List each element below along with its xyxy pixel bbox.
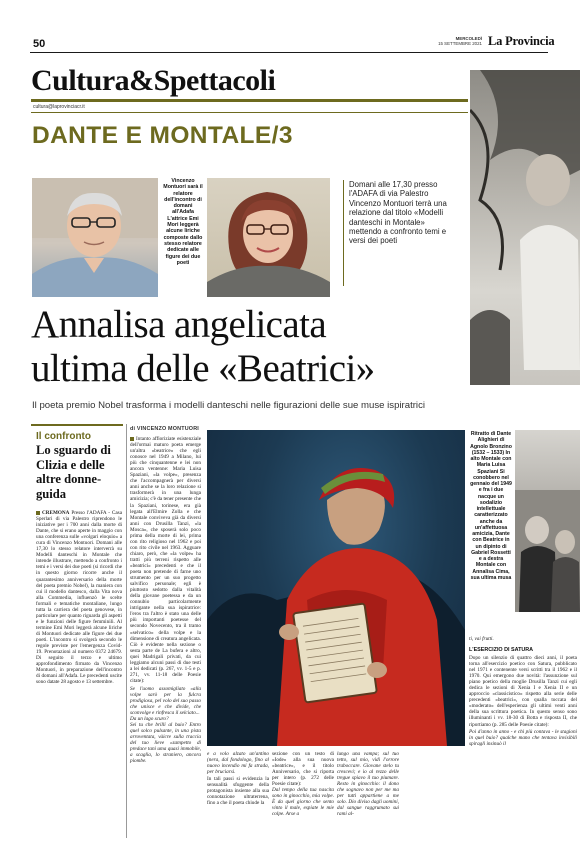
sidebar-body-text: Presso l'ADAFA - Casa Sperlari di via Palestro riprendono le iniziative per i 700 anni dalla morte di Dante, che si erano aperte in maggio con una conferenza sulle «volgari eloquio» a cura di Vincenzo Montuori. Domani alle 17,30 lo stesso relatore interverrà su Modelli danteschi in Montale che intende illustrare, mettendo a confronto i temi e i versi dei due poeti (si ricordi che in questo giorno ricorre anche il quarantesimo anniversario della morte del poeta premio Nobel), la maniera con cui il modello dantesco, dalla Vita nova alla Commedia, influenzò le scelte formali e tematiche montaliane, lungo tutta la carriera del poeta genovese, in particolare per quanto riguarda gli aspetti e le funzioni delle figure femminili. Al termine Emi Mori leggerà alcune liriche di Montuori dedicate alle figure dei due poeti. L'incontro si svolgerà secondo le regole previste per l'emergenza Covid-19. Prenotazioni al numero 0372 24679. Di seguito il terzo e ultimo approfondimento firmato da Vincenzo Montuori, in preparazione dell'incontro di domani all'Adafa. Le precedenti uscite sono datate 28 agosto e 13 settembre.	[36, 510, 122, 686]
right-poem: Poi d'anno in anno - e chi più contava - le stagioni in quel buio? qualche mano che tentava invisibili spiragli insinuò il	[469, 728, 577, 747]
article-col-1-text: Intanto affioriziate esistenziale dell'ormai maturo poeta emerge un'altra «beatrice» che egli conosce nel 1949 a Milano, lui più che cinquantenne e lei non ancora ventenne: Maria Luisa Spaziani, «la volpe», presenza che l'accompagnerà per diversi anni anche se la loro relazione si trasformerà in una lunga amicizia; c'è da tener presente che la Spaziani, torinese, era già legata all'Elmire Zolla e che Montale conviveva già da diversi anni con Drusilla Tanzi, «la Mosca», che sposerà solo poco prima della morte di lei, prima con rito religioso nel 1962 e poi con rito civile nel 1963. Agguare chiaro, però, che «la volpe» ha tratti più terreni rispetto alle «beatrici» precedenti e che il poeta non pretende di farne uno strumento per un suo progetto salvifico personale; egli è piuttosto sedotto dalla vitalità della giovane poetessa e da un connubio particolarmente intrigante nella sua ispiratrice: l'eros tra l'altro è stato una delle più importanti poetesse del secondo Novecento, tra il tramo «selvatico» della volpe e la dimensione di creatura angelicata. Ciò è evidente nella sezione o sesta parte de La bufera e altro, quei Madrigali privati, da cui leggiamo alcuni passi di due testi a lei dedicati (p. 267, vv. 1-5 e p. 271, vv. 11-18 delle Poesie citate):	[130, 436, 201, 684]
event-box-text: Domani alle 17,30 presso l'ADAFA di via Palestro Vincenzo Montuori terrà una relazione dal titolo «Modelli danteschi in Montale» mettendo a confronto temi e versi dei poeti	[349, 180, 447, 246]
masthead-rule	[30, 52, 548, 53]
article-bullet-icon	[130, 437, 134, 441]
article-col-1	[130, 436, 201, 765]
photo-montale-spaziani	[470, 70, 580, 385]
date-weekday: MERCOLEDÌ	[455, 36, 482, 41]
sidebar-bullet-icon	[36, 511, 40, 515]
photo-montuori	[32, 178, 158, 297]
section-email: cultura@laprovinciacr.it	[33, 104, 85, 110]
section-rule-olive	[31, 99, 468, 102]
photo-caption-left: Vincenzo Montuori sarà il relatore dell'incontro di domani all'Adafa L'attrice Emi Mori leggerà alcune liriche composte dallo stesso relatore dedicate alle figure dei due poeti	[163, 178, 203, 266]
dante-portrait	[207, 430, 465, 746]
article-col-4: lungo una vampa; sul tuo tetto, sul mio, vidi l'orrore traboccare. Giovane stelo tu crescevi; e io al rezzo delle tregue spiavo il tuo piumare. Resto in ginocchio: il dono che sognavo non per me ma per tutti appartiene a me solo. Dio diviso dagli uomini, dal sangue raggrumato sui rami al-	[337, 751, 399, 818]
col-3-text: sezione con un testo di «Iode» alla sua nuova «beatrice», e il titolo Anniversario, che si riporta per intero (p. 272 delle Poesie citate):	[272, 751, 334, 788]
article-col-3	[272, 751, 334, 818]
dante-painting-icon	[207, 430, 465, 746]
headline-line-1: Annalisa angelicata	[31, 303, 327, 346]
right-section-title: L'ESERCIZIO DI SATURA	[469, 647, 534, 653]
section-title: Cultura&Spettacoli	[31, 64, 276, 97]
portrait-woman-icon	[207, 178, 330, 297]
photo-mori	[207, 178, 330, 297]
poem-1b: Sei tu che brilli al buio? Entro quel solco pulsante, in una pista arroventata, vàicre sulla traccia del tuo lieve «zampetto di predace tani uma quasi immobile, a scaglia, lo straniero, ancora piombe.	[130, 722, 201, 765]
article-col-2	[207, 751, 269, 806]
portrait-caption: Ritratto di Dante Alighieri di Agnolo Bronzino (1532 – 1533) In alto Montale con Maria Luisa Spaziani Si conobbero nel gennaio del 1949 e fra i due nacque un sodalizio intellettuale caratterizzato anche da un'affettuosa amicizia, Dante con Beatrice in un dipinto di Gabriel Rossetti e a destra Montale con Annalisa Cima, sua ultima musa	[470, 431, 512, 581]
page-number: 50	[33, 38, 46, 50]
poem-1: Se l'uomo assomigliato «alla volpe sarò per la fulcra prodigiosa, pel volo del suo passo che unisce e che divide, che sconvolge e rinfresca il selciato...	[130, 685, 201, 717]
poem-1-tail: Da un lago scuro?	[130, 716, 169, 723]
section-rule-thin	[31, 112, 468, 113]
subheadline: Il poeta premio Nobel trasforma i modelli danteschi nelle figurazioni delle sue muse ispiratrici	[32, 400, 425, 411]
sidebar-dateline: CREMONA	[42, 510, 70, 516]
photo-montale-cima	[515, 430, 580, 612]
headline-line-2: ultima delle «Beatrici»	[31, 347, 375, 390]
kicker-title: DANTE E MONTALE/3	[32, 122, 293, 149]
masthead-logo: La Provincia	[488, 34, 555, 48]
right-col-body	[469, 655, 577, 747]
sidebar-body	[36, 510, 122, 685]
right-col-tail: ti, vai frutti.	[469, 636, 494, 642]
event-box-rule	[343, 180, 344, 286]
poem-2: Dal tempo della tua nascita sono in ginocchio, mia volpe. È da quel giorno che sento vinto il male, espiate le mie colpe. Arse a	[272, 787, 334, 818]
historic-photo-icon	[470, 70, 580, 385]
sidebar-title: Lo sguardo di Clizia e delle altre donne-guida	[36, 443, 111, 501]
sidebar-kicker: Il confronto	[36, 431, 91, 442]
col-2-text: In tali passi si evidenzia la sensualità sfuggente della protagonista insieme alla sua connotazione ultraterrena, fino a che il poeta chiude la	[207, 776, 269, 807]
date-full: 15 SETTEMBRE 2021	[438, 41, 482, 47]
date-line	[420, 36, 482, 46]
col-2-verse: e a volo alzato un'antino (nera, dal fondologo, fino al nuovo incendio mi fa strada, per bruciarsi.	[207, 751, 269, 776]
byline: di VINCENZO MONTUORI	[130, 426, 199, 432]
column-rule	[126, 424, 127, 838]
right-body-text: Dopo un silenzio di quattro dieci anni, il poeta torna all'esercizio poetico con Satura, pubblicato nel 1971 e contenente versi scritti tra il 1962 e il 1970. Qui emergono due novità: l'assunzione sul piano poetico della moglie Drusilla Tanzi cui egli dedica le sezioni di Xenia I e Xenia II e un approccio «classicistico» rispetto alla serie delle precedenti «beatrici», con qualla toccata del «moderato» dell'esperienza gli ultimi venti anni della sua scrittura poetica. In questo senso sono illuminanti i vv. 18-30 di Botta e risposta II, che riportiamo (p. 285 delle Poesie citate):	[469, 655, 577, 728]
historic-photo-small-icon	[515, 430, 580, 612]
portrait-man-icon	[32, 178, 158, 297]
